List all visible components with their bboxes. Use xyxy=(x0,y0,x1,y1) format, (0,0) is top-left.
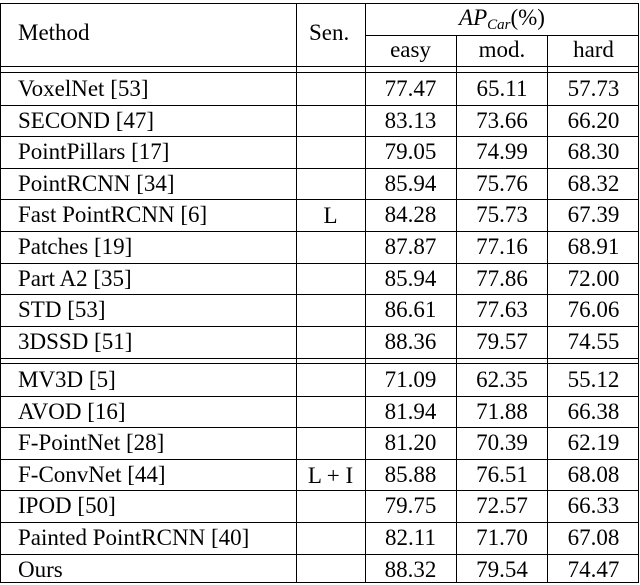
method-cell: PointRCNN [34] xyxy=(18,170,175,196)
hard-cell: 74.55 xyxy=(567,328,620,354)
ap-unit-label: (%) xyxy=(510,5,545,30)
method-cell: Fast PointRCNN [6] xyxy=(18,202,208,228)
row-divider xyxy=(0,396,639,397)
header-rule-2 xyxy=(0,72,639,73)
row-divider xyxy=(0,199,639,200)
mod-cell: 74.99 xyxy=(476,139,528,165)
sensor-ap-divider xyxy=(365,3,366,583)
mod-header: mod. xyxy=(478,37,526,62)
easy-cell: 82.11 xyxy=(385,525,436,550)
easy-cell: 84.28 xyxy=(384,202,437,228)
ap-main-label: AP xyxy=(459,5,488,30)
sensor-cell: L + I xyxy=(307,462,354,488)
easy-cell: 85.94 xyxy=(384,265,437,291)
group-rule-2 xyxy=(0,363,639,364)
mod-cell: 77.16 xyxy=(476,234,528,259)
easy-cell: 81.20 xyxy=(384,430,437,456)
method-cell: IPOD [50] xyxy=(18,493,116,519)
mod-cell: 65.11 xyxy=(476,76,528,101)
row-divider xyxy=(0,168,639,169)
easy-cell: 81.94 xyxy=(384,398,437,424)
easy-cell: 79.75 xyxy=(384,493,437,519)
hard-cell: 62.19 xyxy=(567,430,620,456)
easy-cell: 88.32 xyxy=(384,556,437,582)
method-cell: Painted PointRCNN [40] xyxy=(18,525,250,550)
row-divider xyxy=(0,263,639,264)
bottom-rule xyxy=(0,582,639,583)
method-cell: Patches [19] xyxy=(18,234,133,259)
hard-cell: 76.06 xyxy=(567,297,620,323)
method-cell: Part A2 [35] xyxy=(18,265,132,291)
mod-cell: 75.76 xyxy=(476,170,528,196)
hard-cell: 66.38 xyxy=(567,398,620,424)
hard-cell: 55.12 xyxy=(567,367,620,392)
easy-cell: 83.13 xyxy=(384,107,437,133)
mod-cell: 72.57 xyxy=(476,493,528,519)
method-cell: F-ConvNet [44] xyxy=(18,461,166,487)
easy-mod-divider xyxy=(456,35,457,583)
mod-cell: 77.63 xyxy=(476,297,528,323)
easy-header: easy xyxy=(390,37,431,62)
left-border xyxy=(0,3,1,583)
hard-cell: 66.20 xyxy=(567,107,620,133)
hard-cell: 68.30 xyxy=(567,139,620,165)
sensor-header: Sen. xyxy=(309,20,350,45)
method-cell: AVOD [16] xyxy=(18,398,126,424)
row-divider xyxy=(0,522,639,523)
method-cell: VoxelNet [53] xyxy=(18,76,149,101)
mod-cell: 76.51 xyxy=(476,461,528,487)
mod-cell: 71.88 xyxy=(476,398,528,424)
method-sensor-divider xyxy=(296,3,297,583)
easy-cell: 86.61 xyxy=(384,297,437,323)
hard-cell: 57.73 xyxy=(567,76,620,101)
top-rule xyxy=(0,3,639,4)
mod-cell: 73.66 xyxy=(476,107,528,133)
right-border xyxy=(638,3,639,583)
ap-car-header xyxy=(365,6,639,33)
row-divider xyxy=(0,294,639,295)
header-rule-1 xyxy=(0,66,639,67)
sensor-cell: L xyxy=(323,203,338,229)
ap-sub-label: Car xyxy=(487,17,511,33)
method-header: Method xyxy=(18,20,90,45)
mod-cell: 71.70 xyxy=(476,525,528,550)
easy-cell: 88.36 xyxy=(384,328,437,354)
method-cell: F-PointNet [28] xyxy=(18,430,165,456)
method-cell: MV3D [5] xyxy=(18,367,116,392)
easy-cell: 87.87 xyxy=(384,234,437,259)
method-cell: STD [53] xyxy=(18,297,106,323)
row-divider xyxy=(0,136,639,137)
easy-cell: 85.94 xyxy=(384,170,437,196)
hard-header: hard xyxy=(573,37,614,62)
mod-cell: 77.86 xyxy=(476,265,528,291)
easy-cell: 79.05 xyxy=(384,139,437,165)
easy-cell: 71.09 xyxy=(384,367,437,392)
hard-cell: 68.08 xyxy=(567,461,620,487)
subheader-rule xyxy=(365,35,639,36)
hard-cell: 68.91 xyxy=(567,234,620,259)
group-rule-1 xyxy=(0,358,639,359)
row-divider xyxy=(0,554,639,555)
row-divider xyxy=(0,105,639,106)
hard-cell: 68.32 xyxy=(567,170,620,196)
hard-cell: 74.47 xyxy=(567,556,620,582)
method-cell: 3DSSD [51] xyxy=(18,328,133,354)
hard-cell: 66.33 xyxy=(567,493,620,519)
hard-cell: 72.00 xyxy=(567,265,620,291)
mod-cell: 79.57 xyxy=(476,328,528,354)
method-cell: Ours xyxy=(18,556,63,582)
mod-cell: 62.35 xyxy=(476,367,528,392)
method-cell: PointPillars [17] xyxy=(18,139,170,165)
mod-hard-divider xyxy=(547,35,548,583)
hard-cell: 67.39 xyxy=(567,202,620,228)
row-divider xyxy=(0,326,639,327)
row-divider xyxy=(0,427,639,428)
easy-cell: 85.88 xyxy=(384,461,437,487)
mod-cell: 79.54 xyxy=(476,556,528,582)
row-divider xyxy=(0,490,639,491)
hard-cell: 67.08 xyxy=(567,525,620,550)
easy-cell: 77.47 xyxy=(384,76,437,101)
row-divider xyxy=(0,231,639,232)
method-cell: SECOND [47] xyxy=(18,107,155,133)
mod-cell: 70.39 xyxy=(476,430,528,456)
row-divider xyxy=(0,459,639,460)
mod-cell: 75.73 xyxy=(476,202,528,228)
